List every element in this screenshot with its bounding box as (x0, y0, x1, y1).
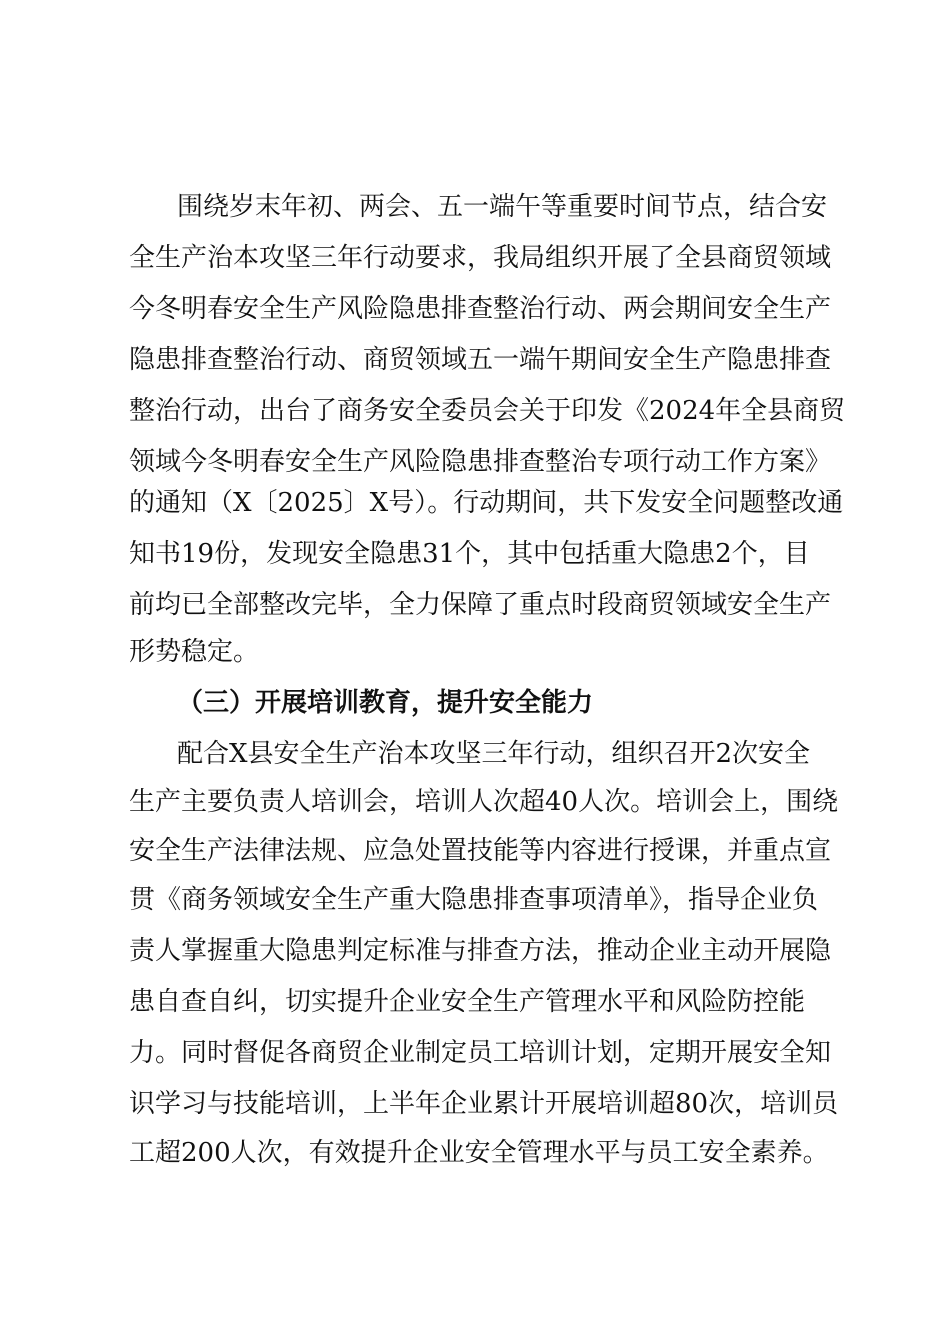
paragraph-1-line: 隐患排查整治行动、商贸领域五一端午期间安全生产隐患排查 (129, 345, 832, 375)
paragraph-1-line: 的通知（X〔2025〕X号）。行动期间，共下发安全问题整改通 (129, 488, 844, 518)
section-heading: （三）开展培训教育，提升安全能力 (177, 688, 594, 718)
paragraph-2-line: 安全生产法律法规、应急处置技能等内容进行授课，并重点宣 (129, 836, 832, 866)
paragraph-2-line: 生产主要负责人培训会，培训人次超40人次。培训会上，围绕 (129, 787, 839, 817)
paragraph-1-line: 前均已全部整改完毕，全力保障了重点时段商贸领域安全生产 (129, 590, 832, 620)
paragraph-2-line: 患自查自纠，切实提升企业安全生产管理水平和风险防控能 (129, 987, 806, 1017)
paragraph-2-line: 配合X县安全生产治本攻坚三年行动，组织召开2次安全 (177, 739, 811, 769)
paragraph-2-line: 力。同时督促各商贸企业制定员工培训计划，定期开展安全知 (129, 1038, 832, 1068)
paragraph-1-line: 领域今冬明春安全生产风险隐患排查整治专项行动工作方案》 (129, 447, 832, 477)
paragraph-2-line: 贯《商务领域安全生产重大隐患排查事项清单》，指导企业负 (129, 885, 819, 915)
paragraph-1-line: 整治行动，出台了商务安全委员会关于印发《2024年全县商贸 (129, 396, 846, 426)
paragraph-2-line: 责人掌握重大隐患判定标准与排查方法，推动企业主动开展隐 (129, 936, 832, 966)
paragraph-1-line: 知书19份，发现安全隐患31个，其中包括重大隐患2个，目 (129, 539, 810, 569)
paragraph-1-line: 全生产治本攻坚三年行动要求，我局组织开展了全县商贸领域 (129, 243, 832, 273)
paragraph-1-line: 形势稳定。 (129, 637, 260, 667)
paragraph-1-line: 围绕岁末年初、两会、五一端午等重要时间节点，结合安 (177, 192, 828, 222)
paragraph-1-line: 今冬明春安全生产风险隐患排查整治行动、两会期间安全生产 (129, 294, 832, 324)
paragraph-2-line: 工超200人次，有效提升企业安全管理水平与员工安全素养。 (129, 1138, 829, 1168)
paragraph-2-line: 识学习与技能培训，上半年企业累计开展培训超80次，培训员 (129, 1089, 839, 1119)
